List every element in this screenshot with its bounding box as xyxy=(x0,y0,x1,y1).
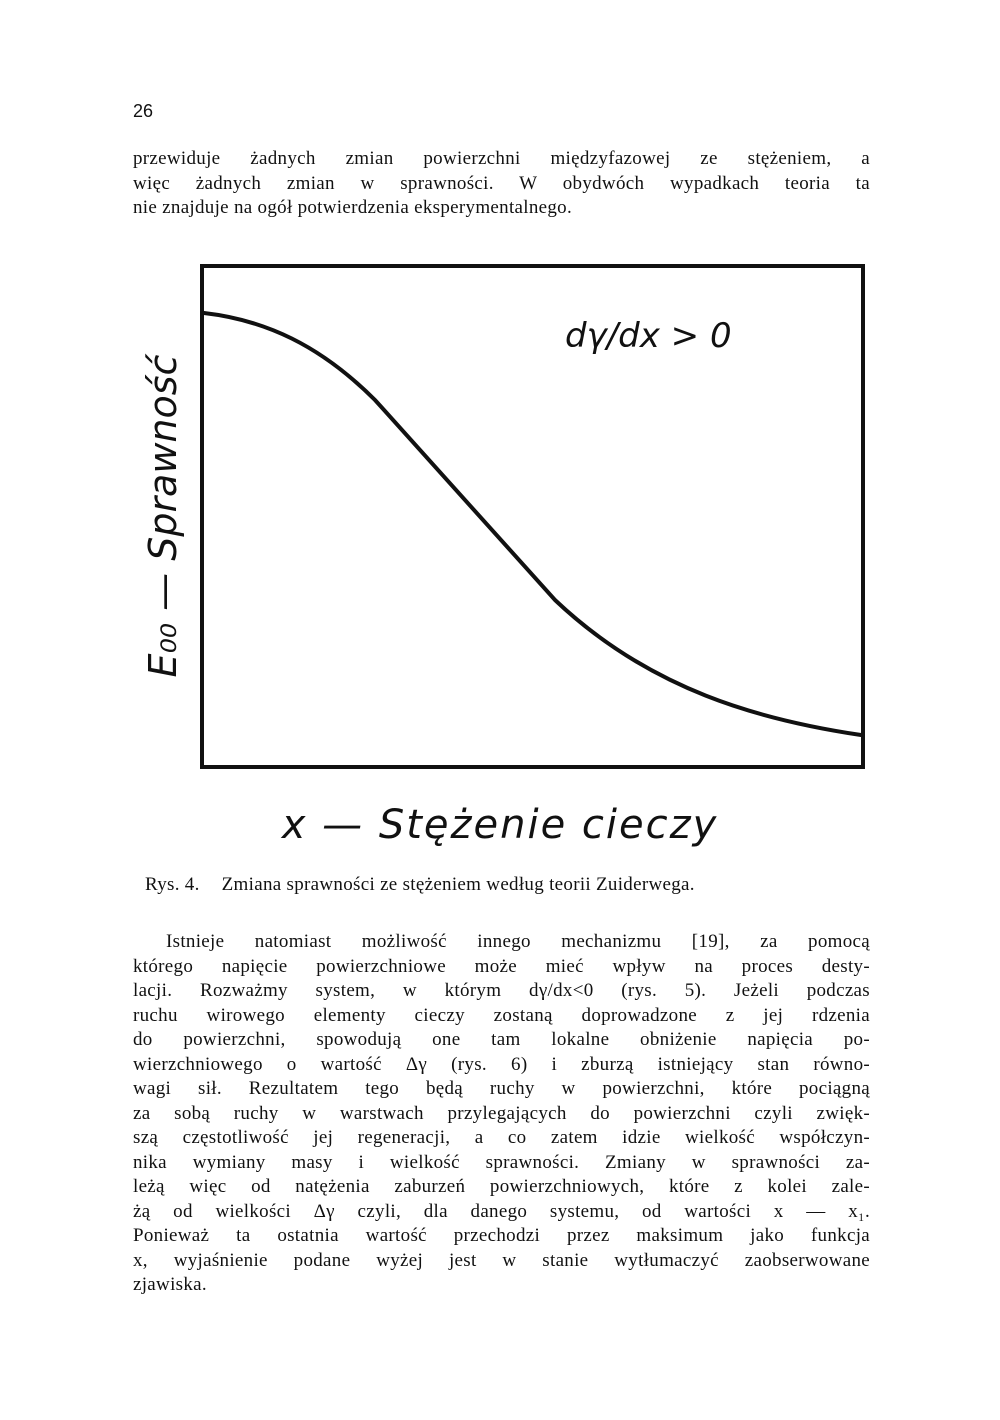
caption-number: Rys. 4. xyxy=(145,874,200,895)
text-line: wierzchniowego o wartość Δγ (rys. 6) i zburzą istniejący stan równo- xyxy=(133,1053,870,1075)
efficiency-curve xyxy=(204,313,861,735)
text-line: do powierzchni, spowodują one tam lokalne obniżenie napięcia po- xyxy=(133,1029,870,1050)
text-line: leżą więc od natężenia zaburzeń powierzchniowych, które z kolei zale- xyxy=(133,1176,870,1197)
page-number: 26 xyxy=(133,101,154,121)
figure-caption xyxy=(145,874,695,896)
text-line: x, wyjaśnienie podane wyżej jest w stanie wytłumaczyć zaobserwowane xyxy=(133,1249,870,1271)
text-line: przewiduje żadnych zmian powierzchni międzyfazowej ze stężeniem, a xyxy=(133,148,870,169)
gradient-annotation: dγ/dx > 0 xyxy=(565,316,732,356)
text-line: wagi sił. Rezultatem tego będą ruchy w powierzchni, które pociągną xyxy=(133,1078,870,1099)
text-line: nika wymiany masy i wielkość sprawności. Zmiany w sprawności za- xyxy=(133,1151,870,1173)
text-line: za sobą ruchy w warstwach przylegających do powierzchni czyli zwięk- xyxy=(133,1102,870,1124)
text-line: lacji. Rozważmy system, w którym dγ/dx<0 (rys. 5). Jeżeli podczas xyxy=(133,980,870,1001)
text-line: którego napięcie powierzchniowe może mieć wpływ na proces desty- xyxy=(133,955,870,977)
y-axis-label: E₀₀ — Sprawność xyxy=(141,354,185,678)
text-line: więc żadnych zmian w sprawności. W obydwóch wypadkach teoria ta xyxy=(133,172,870,194)
x-axis-label: x — Stężenie cieczy xyxy=(281,802,719,848)
caption-text: Zmiana sprawności ze stężeniem według teorii Zuiderwega. xyxy=(221,874,695,895)
text-line: zjawiska. xyxy=(133,1274,207,1295)
text-line: szą częstotliwość jej regeneracji, a co zatem idzie wielkość współczyn- xyxy=(133,1127,870,1148)
text-line: nie znajduje na ogół potwierdzenia eksperymentalnego. xyxy=(133,197,573,218)
text-line: żą od wielkości Δγ czyli, dla danego systemu, od wartości x — x₁. xyxy=(133,1200,870,1222)
text-line: Istnieje natomiast możliwość innego mechanizmu [19], za pomocą xyxy=(166,931,870,952)
paragraph-2 xyxy=(133,930,870,1298)
text-line: Ponieważ ta ostatnia wartość przechodzi przez maksimum jako funkcja xyxy=(133,1225,870,1246)
text-line: ruchu wirowego elementy cieczy zostaną doprowadzone z jej rdzenia xyxy=(133,1004,870,1026)
